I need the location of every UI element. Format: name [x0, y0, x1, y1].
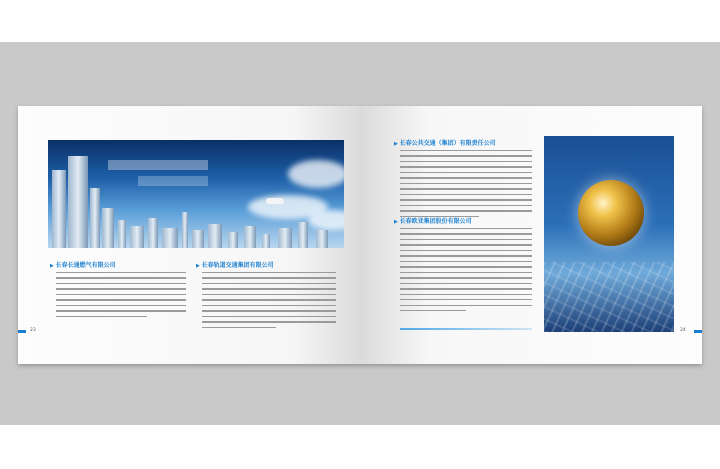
page-number: 23	[30, 328, 36, 333]
page-tab-mark	[694, 330, 702, 333]
section-body-text	[400, 150, 532, 221]
section-heading: ▶ 长春欧亚集团股份有限公司	[394, 216, 472, 225]
right-page	[360, 106, 702, 364]
section-heading: ▶ 长春长通燃气有限公司	[50, 260, 116, 269]
golden-globe-photo	[544, 136, 674, 332]
open-brochure	[18, 106, 702, 364]
section-body-text	[56, 272, 186, 321]
page-tab-mark	[18, 330, 26, 333]
section-body-text	[202, 272, 336, 332]
globe-icon	[578, 180, 644, 246]
airplane-icon	[266, 198, 284, 204]
page-number: 24	[680, 328, 686, 333]
left-page	[18, 106, 360, 364]
section-body-text	[400, 228, 532, 316]
section-heading: ▶ 长春公共交通（集团）有限责任公司	[394, 138, 496, 147]
section-heading: ▶ 长春轨道交通集团有限公司	[196, 260, 274, 269]
blue-divider	[400, 328, 532, 330]
city-skyline-photo	[48, 140, 344, 248]
